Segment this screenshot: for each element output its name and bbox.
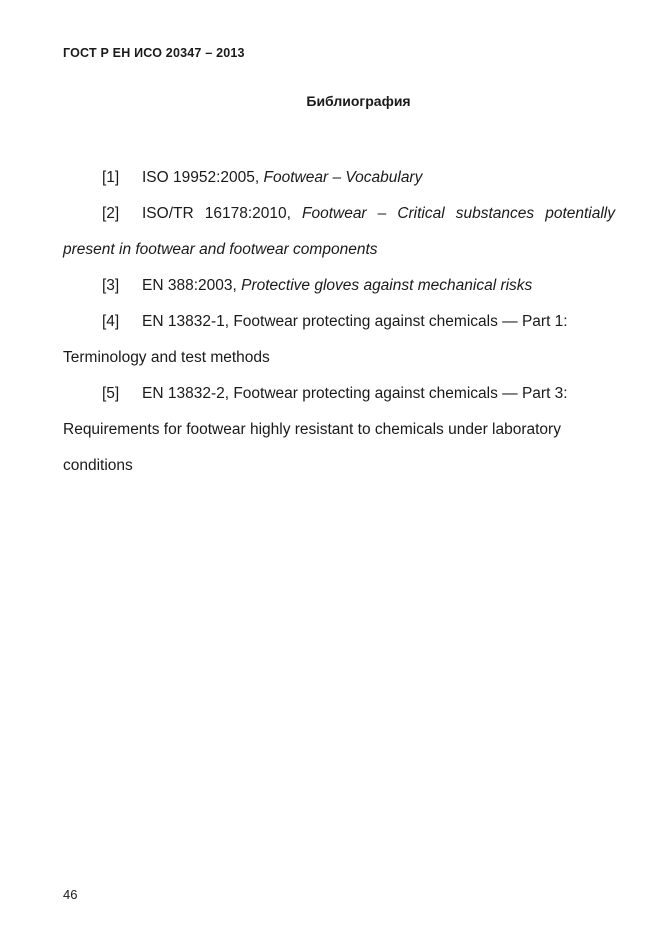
reference-number: [1]: [102, 169, 120, 186]
reference-title: Footwear – Critical substances potentially present in footwear and footwear components: [63, 205, 615, 258]
reference-title: Footwear – Vocabulary: [263, 169, 423, 186]
reference-number: [2]: [102, 205, 120, 222]
reference-item-4: [63, 304, 615, 376]
page-title: Библиография: [306, 93, 411, 109]
reference-item-1: [63, 160, 615, 196]
reference-item-2: [63, 196, 615, 268]
document-header: ГОСТ Р ЕН ИСО 20347 – 2013: [63, 46, 245, 60]
bibliography-list: [63, 160, 615, 484]
reference-title: Footwear protecting against chemicals — Part 1: Terminology and test methods: [63, 313, 568, 366]
reference-code: ISO/TR 16178:2010,: [142, 205, 291, 222]
reference-code: ISO 19952:2005,: [142, 169, 260, 186]
reference-code: EN 388:2003,: [142, 277, 237, 294]
reference-title: Footwear protecting against chemicals — Part 3: Requirements for footwear highly resistant to chemicals under laboratory conditions: [63, 385, 568, 474]
reference-number: [3]: [102, 277, 120, 294]
reference-item-3: [63, 268, 615, 304]
reference-title: Protective gloves against mechanical risks: [241, 277, 533, 294]
reference-number: [5]: [102, 385, 120, 402]
reference-item-5: [63, 376, 615, 484]
reference-number: [4]: [102, 313, 120, 330]
reference-code: EN 13832-2,: [142, 385, 230, 402]
reference-code: EN 13832-1,: [142, 313, 230, 330]
page-number: 46: [63, 887, 78, 902]
